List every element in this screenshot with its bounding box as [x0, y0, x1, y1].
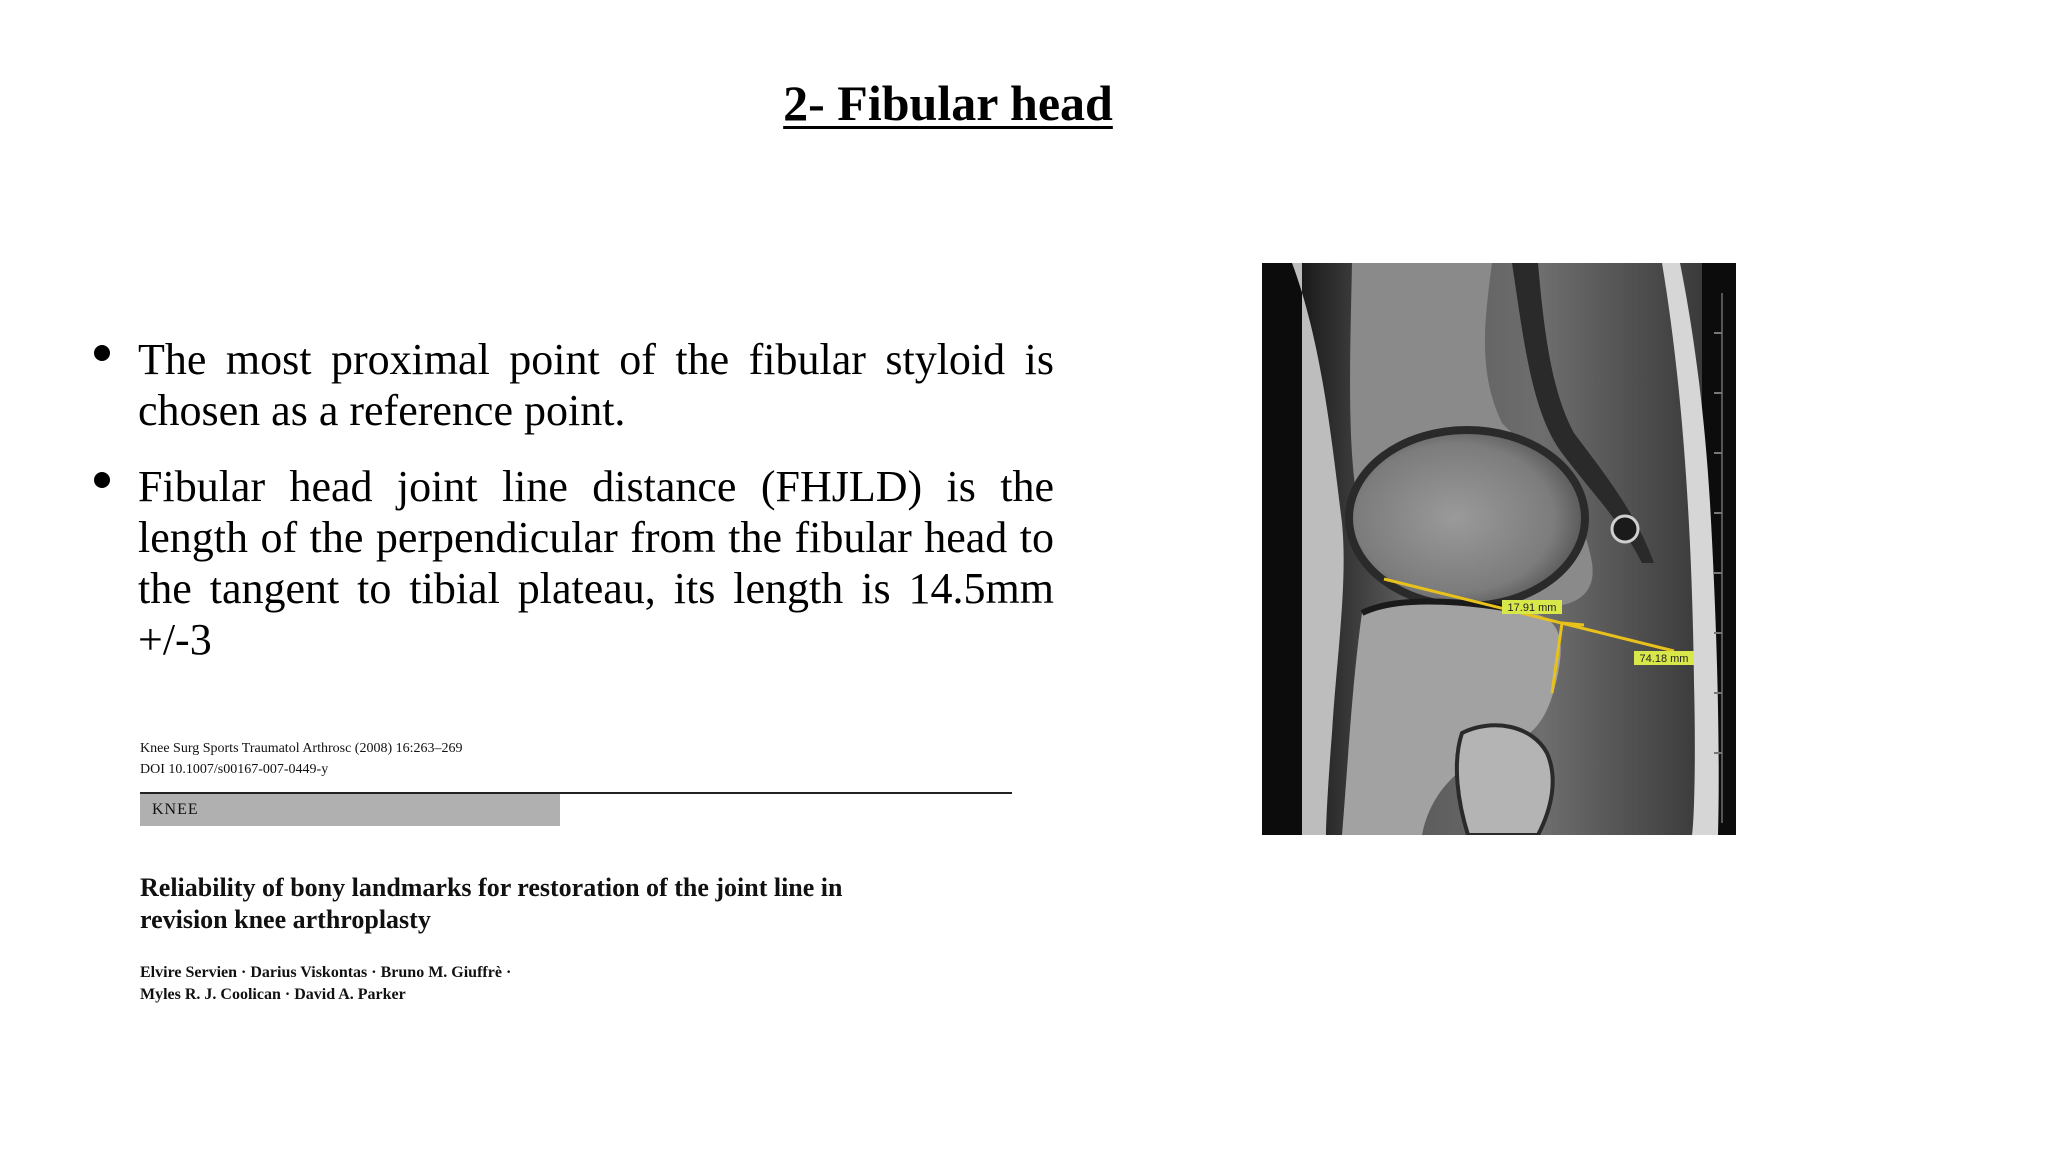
bullet-dot-icon	[94, 345, 110, 361]
bullet-list	[88, 334, 1054, 690]
bullet-text: Fibular head joint line distance (FHJLD) is the length of the perpendicular from the fibular head to the tangent to tibial plateau, its length is 14.5mm +/-3	[138, 462, 1054, 664]
measurement-label-1: 17.91 mm	[1507, 602, 1557, 614]
bullet-item	[88, 334, 1054, 436]
bullet-text: The most proximal point of the fibular styloid is chosen as a reference point.	[138, 335, 1054, 435]
journal-citation: Knee Surg Sports Traumatol Arthrosc (2008) 16:263–269	[140, 741, 463, 756]
authors-line: Elvire Servien · Darius Viskontas · Bruno M. Giuffrè ·	[140, 964, 512, 981]
mri-illustration	[1262, 263, 1736, 835]
section-label: KNEE	[140, 794, 560, 826]
bullet-item	[88, 461, 1054, 665]
measurement-label-2: 74.18 mm	[1639, 653, 1689, 665]
authors-line: Myles R. J. Coolican · David A. Parker	[140, 986, 406, 1003]
paper-reference-image	[140, 738, 1012, 1006]
paper-title: Reliability of bony landmarks for restoration of the joint line in revision knee arthroplasty	[140, 873, 843, 934]
bullet-dot-icon	[94, 472, 110, 488]
slide-title: 2- Fibular head	[783, 75, 1113, 131]
paper-authors	[140, 962, 1012, 1006]
doi-text: DOI 10.1007/s00167-007-0449-y	[140, 762, 329, 777]
knee-mri-image	[1262, 263, 1736, 835]
